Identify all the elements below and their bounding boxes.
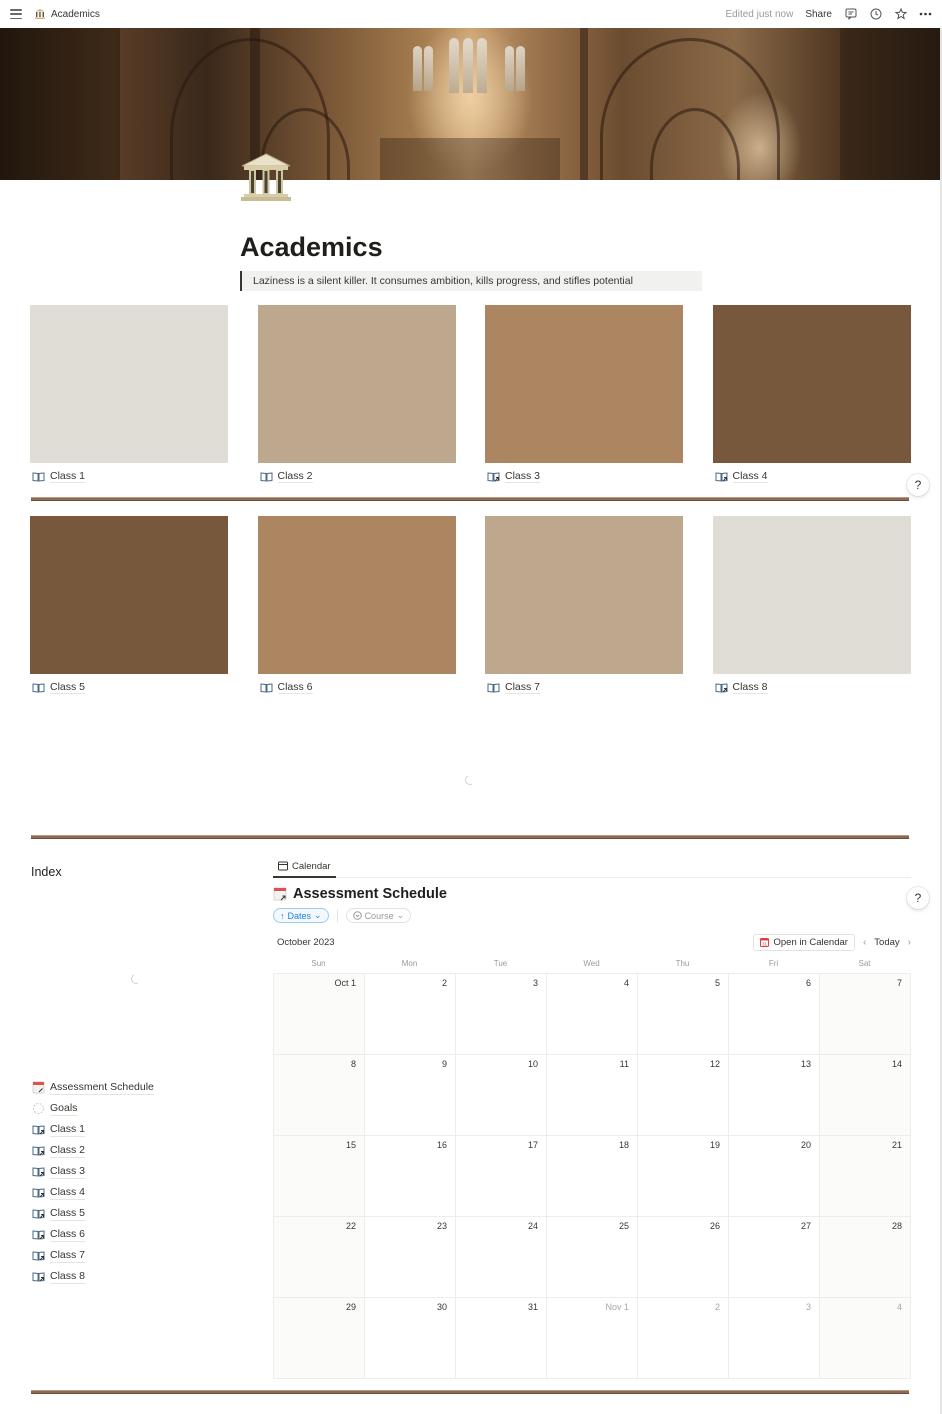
breadcrumb[interactable]: [34, 8, 100, 20]
class-gallery-row-2: [30, 516, 912, 694]
weekday-label: Sat: [858, 959, 871, 968]
calendar-day-cell[interactable]: 29: [274, 1298, 365, 1379]
class-gallery-row-1: [30, 305, 912, 483]
index-item-goals[interactable]: Goals: [32, 1098, 154, 1119]
quote-block: Laziness is a silent killer. It consumes ambition, kills progress, and stifles potential: [240, 271, 702, 291]
index-item-class-2[interactable]: Class 2: [32, 1140, 154, 1161]
class-card-6[interactable]: [258, 516, 456, 694]
breadcrumb-label: Academics: [51, 8, 100, 20]
calendar-day-cell[interactable]: 2: [638, 1298, 729, 1379]
card-title: Class 5: [50, 681, 86, 693]
calendar-grid: [273, 973, 911, 1379]
book-link-icon: [715, 682, 728, 693]
book-icon: [260, 471, 273, 482]
class-card-3[interactable]: [485, 305, 683, 483]
calendar-link-icon: [32, 1081, 45, 1094]
section-divider: [31, 1390, 909, 1394]
open-in-calendar-button[interactable]: 31 Open in Calendar: [753, 934, 854, 951]
weekday-label: Fri: [768, 959, 779, 968]
calendar-day-cell[interactable]: 7: [820, 974, 911, 1055]
loading-circle-icon: [32, 1102, 45, 1115]
book-icon: [487, 682, 500, 693]
calendar-app-icon: [760, 938, 769, 947]
book-icon: [32, 682, 45, 693]
classical-building-icon[interactable]: [240, 152, 292, 204]
assessment-calendar: [273, 856, 911, 1379]
card-title: Class 6: [277, 681, 313, 693]
month-label: October 2023: [277, 936, 335, 948]
calendar-day-cell[interactable]: 27: [729, 1217, 820, 1298]
more-icon[interactable]: [919, 8, 932, 21]
book-link-icon: [32, 1124, 45, 1135]
help-button[interactable]: ?: [907, 474, 929, 496]
card-cover: [258, 516, 456, 674]
card-title: Class 1: [50, 470, 86, 482]
card-cover: [258, 305, 456, 463]
calendar-day-cell[interactable]: 2: [365, 974, 456, 1055]
card-title: Class 3: [505, 470, 541, 482]
book-link-icon: [32, 1145, 45, 1156]
calendar-day-cell[interactable]: 23: [365, 1217, 456, 1298]
card-cover: [713, 305, 911, 463]
card-cover: [485, 305, 683, 463]
class-card-1[interactable]: [30, 305, 228, 483]
loading-spinner-icon: [130, 973, 143, 986]
cover-image[interactable]: [0, 28, 942, 180]
book-icon: [260, 682, 273, 693]
calendar-icon: [278, 861, 288, 871]
card-cover: [485, 516, 683, 674]
book-link-icon: [32, 1229, 45, 1240]
weekday-label: Sun: [311, 959, 326, 968]
section-divider: [31, 497, 909, 501]
top-bar: [0, 0, 942, 28]
book-link-icon: [32, 1271, 45, 1282]
calendar-day-cell[interactable]: 18: [547, 1136, 638, 1217]
tab-calendar[interactable]: Calendar: [273, 856, 336, 878]
index-item-class-3[interactable]: Class 3: [32, 1161, 154, 1182]
course-filter-chip[interactable]: Course ⌄: [346, 908, 412, 923]
card-cover: [713, 516, 911, 674]
database-title[interactable]: Assessment Schedule: [273, 886, 911, 902]
sort-dates-chip[interactable]: ↑ Dates ⌄: [273, 908, 329, 923]
index-item-class-5[interactable]: Class 5: [32, 1203, 154, 1224]
card-title: Class 4: [732, 470, 768, 482]
card-title: Class 8: [732, 681, 768, 693]
calendar-header: [273, 933, 911, 951]
calendar-day-cell[interactable]: Oct 1: [274, 974, 365, 1055]
calendar-day-cell[interactable]: 13: [729, 1055, 820, 1136]
class-card-7[interactable]: [485, 516, 683, 694]
calendar-day-cell[interactable]: 11: [547, 1055, 638, 1136]
today-button[interactable]: Today: [874, 936, 900, 948]
index-item-class-7[interactable]: Class 7: [32, 1245, 154, 1266]
calendar-day-cell[interactable]: 4: [820, 1298, 911, 1379]
index-item-class-8[interactable]: Class 8: [32, 1266, 154, 1287]
calendar-day-cell[interactable]: 30: [365, 1298, 456, 1379]
weekday-label: Wed: [583, 959, 600, 968]
star-icon[interactable]: [894, 8, 907, 21]
calendar-day-cell[interactable]: 26: [638, 1217, 729, 1298]
svg-text:31: 31: [762, 941, 768, 946]
next-month-button[interactable]: ›: [907, 936, 911, 948]
index-item-class-4[interactable]: Class 4: [32, 1182, 154, 1203]
card-cover: [30, 305, 228, 463]
calendar-day-cell[interactable]: Nov 1: [547, 1298, 638, 1379]
card-title: Class 2: [277, 470, 313, 482]
filter-bar: [273, 908, 911, 923]
calendar-day-cell[interactable]: 10: [456, 1055, 547, 1136]
calendar-day-cell[interactable]: 5: [638, 974, 729, 1055]
chevron-down-icon: ⌄: [314, 910, 322, 920]
book-link-icon: [32, 1166, 45, 1177]
share-button[interactable]: Share: [805, 8, 832, 20]
weekday-label: Thu: [675, 959, 690, 968]
index-item-class-1[interactable]: Class 1: [32, 1119, 154, 1140]
calendar-link-icon: [273, 887, 288, 902]
classical-building-icon: [34, 8, 46, 20]
calendar-day-cell[interactable]: 24: [456, 1217, 547, 1298]
index-item-class-6[interactable]: Class 6: [32, 1224, 154, 1245]
loading-spinner-icon: [464, 774, 477, 787]
book-link-icon: [32, 1208, 45, 1219]
calendar-day-cell[interactable]: 25: [547, 1217, 638, 1298]
class-card-4[interactable]: [713, 305, 911, 483]
card-title: Class 7: [505, 681, 541, 693]
arrow-up-icon: ↑: [280, 910, 285, 921]
book-link-icon: [32, 1187, 45, 1198]
calendar-day-cell[interactable]: 19: [638, 1136, 729, 1217]
calendar-day-cell[interactable]: 15: [274, 1136, 365, 1217]
calendar-day-cell[interactable]: 4: [547, 974, 638, 1055]
index-heading: Index: [31, 865, 62, 879]
calendar-day-cell[interactable]: 9: [365, 1055, 456, 1136]
weekday-label: Tue: [493, 959, 508, 968]
calendar-day-cell[interactable]: 28: [820, 1217, 911, 1298]
history-icon[interactable]: [869, 8, 882, 21]
calendar-day-cell[interactable]: 20: [729, 1136, 820, 1217]
index-list: [32, 1077, 154, 1287]
book-link-icon: [32, 1250, 45, 1261]
card-cover: [30, 516, 228, 674]
calendar-day-cell[interactable]: 8: [274, 1055, 365, 1136]
comment-icon[interactable]: [844, 8, 857, 21]
calendar-day-cell[interactable]: 3: [729, 1298, 820, 1379]
class-card-5[interactable]: [30, 516, 228, 694]
view-tabs: [273, 856, 911, 878]
weekday-label: Mon: [401, 959, 418, 968]
calendar-day-cell[interactable]: 14: [820, 1055, 911, 1136]
filter-separator: [337, 910, 338, 922]
prev-month-button[interactable]: ‹: [862, 936, 867, 948]
book-link-icon: [715, 471, 728, 482]
menu-icon[interactable]: [10, 9, 22, 19]
calendar-day-cell[interactable]: 6: [729, 974, 820, 1055]
calendar-day-cell[interactable]: 12: [638, 1055, 729, 1136]
edited-status: Edited just now: [725, 8, 794, 20]
section-divider: [31, 835, 909, 839]
book-icon: [32, 471, 45, 482]
select-property-icon: [353, 911, 362, 920]
class-card-8[interactable]: [713, 516, 911, 694]
index-item-assessment-schedule[interactable]: Assessment Schedule: [32, 1077, 154, 1098]
calendar-day-cell[interactable]: 22: [274, 1217, 365, 1298]
page-title: Academics: [240, 232, 383, 262]
calendar-day-cell[interactable]: 16: [365, 1136, 456, 1217]
calendar-day-cell[interactable]: 3: [456, 974, 547, 1055]
help-button[interactable]: ?: [907, 887, 929, 909]
calendar-day-cell[interactable]: 31: [456, 1298, 547, 1379]
book-link-icon: [487, 471, 500, 482]
calendar-day-cell[interactable]: 21: [820, 1136, 911, 1217]
weekday-header: [273, 955, 911, 973]
class-card-2[interactable]: [258, 305, 456, 483]
calendar-day-cell[interactable]: 17: [456, 1136, 547, 1217]
chevron-down-icon: ⌄: [396, 910, 405, 920]
